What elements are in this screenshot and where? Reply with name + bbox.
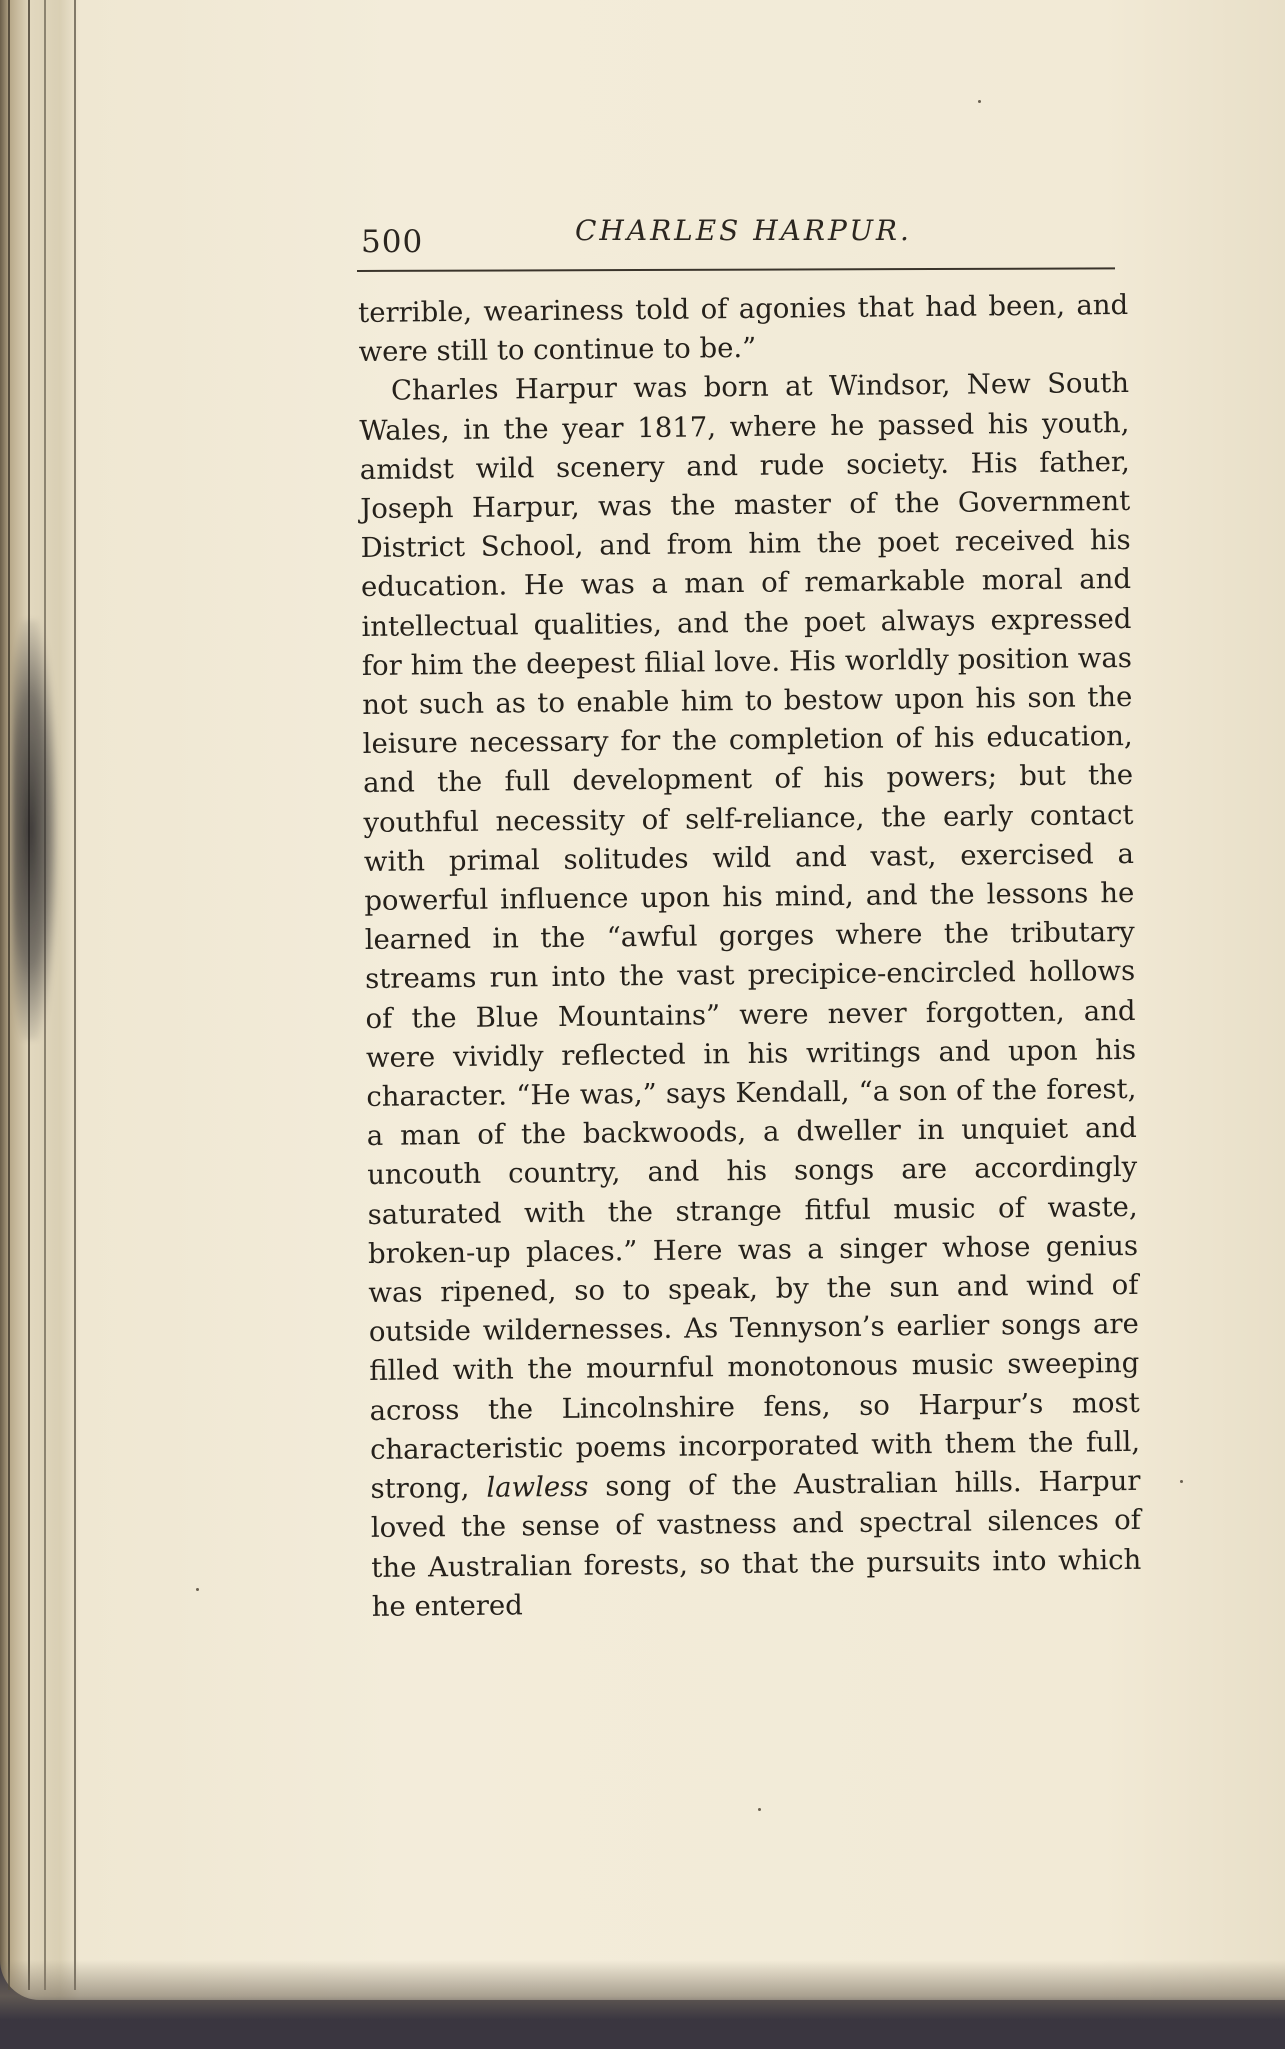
body-text <box>358 286 1142 1627</box>
page-number: 500 <box>361 224 424 260</box>
paragraph <box>359 364 1142 1626</box>
header-rule <box>357 267 1115 272</box>
running-head: CHARLES HARPUR. <box>575 214 912 247</box>
italic-word: lawless <box>486 1470 589 1504</box>
bottom-shadow <box>0 1960 1285 2020</box>
paragraph-text: Charles Harpur was born at Windsor, New South Wales, in the year 1817, where he passed his youth, amidst wild scenery and rude society. His father, Joseph Harpur, was the master of the Government District School, and from him the poet received his education. He was a man of remarkable moral and intellectual qualities, and the poet always expressed for him the deepest filial love. His worldly position was not such as to enable him to bestow upon his son the leisure necessary for the completion of his education, and the full development of his powers; but the youthful necessity of self-reliance, the early contact with primal solitudes wild and vast, exercised a powerful influence upon his mind, and the lessons he learned in the “awful gorges where the tributary streams run into the vast precipice-encircled hollows of the Blue Mountains” were never forgotten, and were vividly reflected in his writings and upon his character. “He was,” says Kendall, “a son of the forest, a man of the backwoods, a dweller in unquiet and uncouth country, and his songs are accordingly saturated with the strange fitful music of waste, broken-up places.” Here was a singer whose genius was ripened, so to speak, by the sun and wind of outside wildernesses. As Tennyson’s earlier songs are filled with the mournful monotonous music sweeping across the Lincolnshire fens, so Harpur’s most characteristic poems incorporated with them the full, strong, <box>359 367 1141 1506</box>
paper-speck <box>758 1808 761 1811</box>
ink-smudge <box>12 620 58 1040</box>
paragraph: terrible, weariness told of agonies that had been, and were still to continue to be.” <box>358 288 1129 369</box>
paper-speck <box>196 1588 199 1591</box>
paper-speck <box>1180 1480 1183 1483</box>
page-header <box>357 208 1117 268</box>
page-edge <box>74 0 76 1990</box>
paper-speck <box>978 100 981 103</box>
page-edge <box>8 0 10 1990</box>
paragraph-text: song of the Australian hills. Harpur loved the sense of vastness and spectral silences of the Australian forests, so that the pursuits into which he entered <box>370 1464 1142 1623</box>
